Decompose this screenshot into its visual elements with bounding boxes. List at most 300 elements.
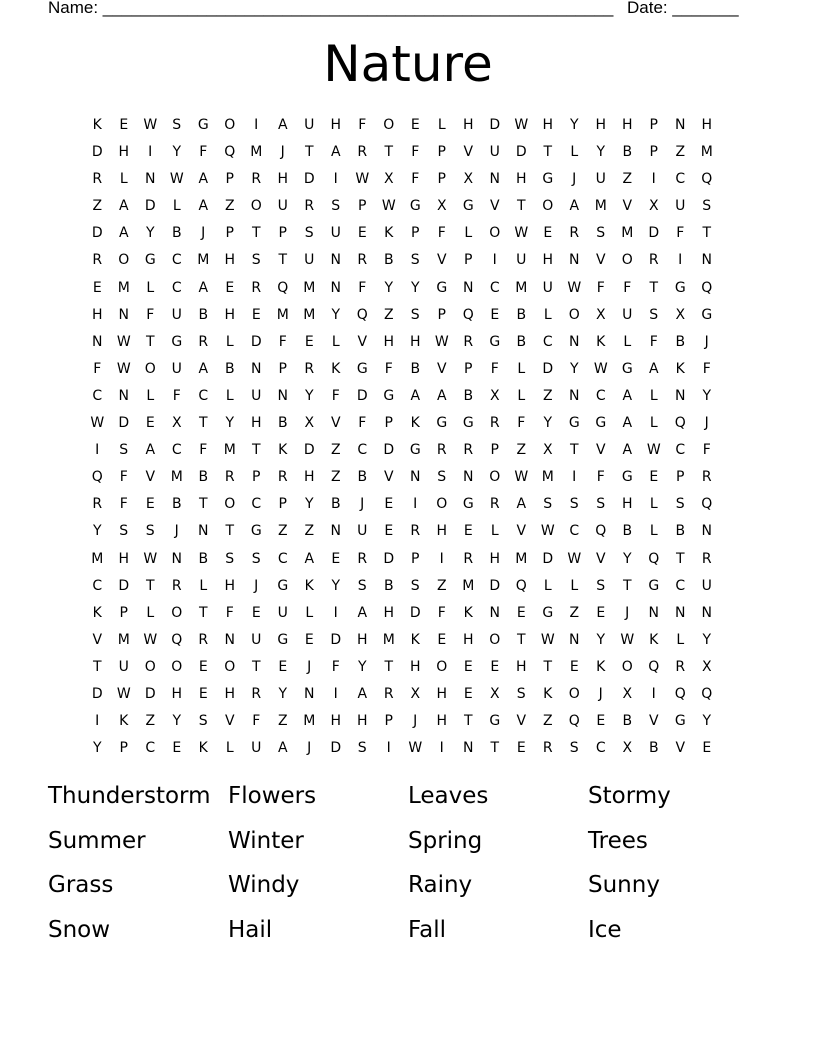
grid-letter: R	[198, 333, 209, 350]
grid-letter: Z	[277, 523, 288, 540]
grid-letter: E	[596, 713, 606, 730]
grid-letter: D	[118, 577, 130, 594]
grid-letter: F	[411, 171, 420, 188]
grid-letter: W	[646, 442, 661, 459]
grid-letter: J	[174, 523, 179, 540]
grid-letter: L	[490, 523, 499, 540]
grid-letter: W	[143, 117, 158, 133]
grid-letter: A	[622, 415, 633, 432]
grid-letter: H	[356, 713, 368, 730]
grid-letter: H	[224, 306, 236, 323]
grid-letter: T	[251, 442, 261, 459]
grid-letter: W	[143, 631, 158, 648]
grid-letter: P	[464, 360, 473, 377]
grid-letter: Q	[701, 685, 713, 702]
grid-letter: C	[171, 252, 182, 269]
grid-letter: U	[171, 360, 182, 377]
grid-letter: J	[280, 144, 285, 161]
grid-letter: B	[516, 306, 527, 323]
grid-letter: K	[410, 631, 420, 648]
grid-letter: H	[383, 604, 395, 621]
grid-letter: E	[490, 306, 500, 323]
grid-letter: D	[489, 577, 501, 594]
grid-letter: A	[198, 171, 209, 188]
grid-letter: F	[119, 469, 128, 486]
grid-letter: Y	[569, 117, 579, 133]
grid-letter: V	[436, 252, 447, 269]
grid-letter: B	[224, 360, 235, 377]
grid-letter: R	[357, 550, 368, 567]
grid-letter: C	[489, 279, 500, 296]
grid-letter: Z	[542, 713, 553, 730]
grid-letter: W	[116, 685, 131, 702]
grid-letter: P	[437, 144, 446, 161]
grid-letter: S	[649, 306, 659, 323]
grid-letter: L	[676, 631, 685, 648]
grid-letter: A	[145, 442, 156, 459]
grid-letter: M	[303, 713, 316, 730]
grid-letter: E	[437, 631, 447, 648]
grid-letter: G	[171, 333, 183, 350]
grid-letter: W	[540, 523, 555, 540]
grid-letter: R	[251, 171, 262, 188]
grid-letter: J	[572, 171, 577, 188]
grid-letter: U	[251, 631, 262, 648]
grid-letter: C	[145, 740, 156, 757]
grid-letter: G	[462, 415, 474, 432]
grid-letter: D	[250, 333, 262, 350]
grid-letter: O	[436, 658, 448, 675]
grid-letter: L	[437, 117, 446, 133]
grid-letter: F	[252, 713, 261, 730]
grid-letter: X	[463, 171, 474, 188]
grid-letter: N	[701, 252, 712, 269]
grid-letter: O	[224, 117, 236, 133]
grid-letter: C	[92, 387, 103, 404]
grid-letter: V	[622, 198, 633, 215]
grid-letter: D	[383, 442, 395, 459]
grid-letter: N	[701, 523, 712, 540]
grid-letter: E	[251, 306, 261, 323]
grid-letter: R	[436, 442, 447, 459]
grid-letter: M	[594, 198, 607, 215]
grid-letter: U	[277, 604, 288, 621]
word-bank-item: Hail	[228, 916, 273, 943]
grid-letter: E	[331, 550, 341, 567]
grid-letter: H	[542, 117, 554, 133]
grid-letter: T	[490, 740, 500, 757]
grid-letter: F	[358, 117, 367, 133]
grid-letter: Y	[357, 658, 367, 675]
word-bank-item: Spring	[408, 827, 483, 854]
grid-letter: G	[701, 306, 713, 323]
grid-letter: Z	[436, 577, 447, 594]
grid-letter: Q	[515, 577, 527, 594]
grid-letter: C	[675, 442, 686, 459]
grid-letter: Q	[462, 306, 474, 323]
grid-letter: D	[542, 550, 554, 567]
grid-letter: F	[358, 415, 367, 432]
grid-letter: T	[569, 442, 579, 459]
grid-letter: Y	[92, 523, 102, 540]
grid-letter: J	[307, 740, 312, 757]
grid-letter: K	[596, 333, 606, 350]
grid-letter: K	[675, 360, 685, 377]
grid-letter: H	[595, 117, 607, 133]
grid-letter: Y	[410, 279, 420, 296]
grid-letter: K	[304, 577, 314, 594]
grid-letter: F	[411, 144, 420, 161]
grid-letter: E	[198, 658, 208, 675]
grid-letter: F	[278, 333, 287, 350]
grid-letter: P	[649, 144, 658, 161]
word-bank-item: Snow	[48, 916, 111, 943]
grid-letter: P	[225, 171, 234, 188]
grid-letter: Y	[622, 550, 632, 567]
grid-letter: Q	[595, 523, 607, 540]
grid-letter: O	[568, 685, 580, 702]
grid-letter: H	[436, 713, 448, 730]
grid-letter: Z	[224, 198, 235, 215]
grid-letter: O	[542, 198, 554, 215]
grid-letter: R	[463, 550, 474, 567]
grid-letter: A	[198, 279, 209, 296]
grid-letter: L	[225, 740, 234, 757]
grid-letter: S	[675, 496, 685, 513]
grid-letter: O	[489, 469, 501, 486]
word-bank-item: Leaves	[408, 783, 489, 809]
grid-letter: Y	[702, 631, 712, 648]
grid-letter: E	[225, 279, 235, 296]
grid-letter: T	[225, 523, 235, 540]
grid-letter: U	[251, 387, 262, 404]
grid-letter: N	[118, 306, 129, 323]
grid-letter: R	[198, 631, 209, 648]
grid-letter: V	[330, 415, 341, 432]
grid-letter: H	[224, 577, 236, 594]
grid-letter: E	[516, 740, 526, 757]
grid-letter: G	[436, 415, 448, 432]
grid-letter: A	[198, 198, 209, 215]
grid-letter: H	[383, 333, 395, 350]
grid-letter: S	[410, 252, 420, 269]
grid-letter: H	[462, 631, 474, 648]
grid-letter: N	[171, 550, 182, 567]
grid-letter: Q	[171, 631, 183, 648]
grid-letter: K	[119, 713, 129, 730]
grid-letter: V	[357, 333, 368, 350]
grid-letter: U	[516, 252, 527, 269]
grid-letter: Q	[701, 279, 713, 296]
grid-letter: M	[700, 144, 713, 161]
grid-letter: E	[490, 658, 500, 675]
grid-letter: Y	[304, 496, 314, 513]
grid-letter: N	[330, 279, 341, 296]
grid-letter: T	[198, 415, 208, 432]
grid-letter: H	[250, 415, 262, 432]
grid-letter: Z	[330, 442, 341, 459]
grid-letter: N	[569, 333, 580, 350]
grid-letter: Z	[330, 469, 341, 486]
grid-letter: T	[278, 252, 288, 269]
grid-letter: Y	[304, 387, 314, 404]
grid-letter: C	[277, 550, 288, 567]
grid-letter: R	[251, 279, 262, 296]
grid-letter: V	[436, 360, 447, 377]
grid-letter: H	[224, 252, 236, 269]
grid-letter: M	[515, 279, 528, 296]
grid-letter: H	[436, 685, 448, 702]
grid-letter: E	[649, 469, 659, 486]
grid-letter: H	[303, 469, 315, 486]
grid-letter: Z	[145, 713, 156, 730]
grid-letter: B	[357, 469, 368, 486]
grid-letter: L	[225, 333, 234, 350]
grid-letter: B	[198, 469, 209, 486]
grid-letter: E	[596, 604, 606, 621]
grid-letter: W	[90, 415, 105, 432]
grid-letter: W	[143, 550, 158, 567]
grid-letter: T	[198, 604, 208, 621]
grid-letter: G	[674, 713, 686, 730]
grid-letter: W	[408, 740, 423, 757]
grid-letter: M	[117, 631, 130, 648]
grid-letter: U	[304, 117, 315, 133]
grid-letter: W	[116, 360, 131, 377]
grid-letter: Q	[648, 658, 660, 675]
grid-letter: M	[621, 225, 634, 242]
word-bank-item: Ice	[588, 916, 622, 943]
grid-letter: M	[250, 144, 263, 161]
grid-letter: L	[517, 360, 526, 377]
grid-letter: J	[413, 713, 418, 730]
grid-letter: D	[91, 685, 103, 702]
grid-letter: A	[357, 685, 368, 702]
grid-letter: B	[463, 387, 474, 404]
grid-letter: T	[145, 333, 155, 350]
grid-letter: P	[437, 171, 446, 188]
grid-letter: L	[649, 387, 658, 404]
grid-letter: K	[331, 360, 341, 377]
grid-letter: T	[702, 225, 712, 242]
grid-letter: T	[251, 225, 261, 242]
grid-letter: G	[595, 415, 607, 432]
grid-letter: T	[463, 713, 473, 730]
grid-letter: P	[649, 117, 658, 133]
grid-letter: R	[383, 685, 394, 702]
grid-letter: L	[146, 279, 155, 296]
grid-letter: S	[543, 496, 553, 513]
grid-letter: O	[250, 198, 262, 215]
word-bank-item: Grass	[48, 872, 114, 898]
grid-letter: T	[516, 198, 526, 215]
grid-letter: G	[383, 387, 395, 404]
grid-letter: D	[303, 171, 315, 188]
grid-letter: P	[411, 225, 420, 242]
grid-letter: H	[621, 117, 633, 133]
grid-letter: U	[171, 306, 182, 323]
grid-letter: M	[541, 469, 554, 486]
grid-letter: L	[119, 171, 128, 188]
grid-letter: I	[95, 442, 100, 459]
grid-letter: H	[515, 658, 527, 675]
grid-letter: K	[463, 604, 473, 621]
grid-letter: F	[146, 306, 155, 323]
word-bank-item: Fall	[408, 916, 446, 943]
grid-letter: F	[649, 333, 658, 350]
grid-letter: D	[356, 387, 368, 404]
grid-letter: L	[172, 198, 181, 215]
grid-letter: G	[409, 442, 421, 459]
grid-letter: V	[383, 469, 394, 486]
grid-letter: X	[436, 198, 447, 215]
grid-letter: S	[596, 577, 606, 594]
grid-letter: O	[118, 252, 130, 269]
grid-letter: F	[119, 496, 128, 513]
grid-letter: F	[517, 415, 526, 432]
grid-letter: M	[303, 306, 316, 323]
grid-letter: N	[489, 604, 500, 621]
grid-letter: J	[704, 333, 709, 350]
grid-letter: R	[277, 469, 288, 486]
grid-letter: L	[649, 496, 658, 513]
grid-letter: D	[91, 225, 103, 242]
grid-letter: K	[278, 442, 288, 459]
grid-letter: F	[199, 442, 208, 459]
grid-letter: F	[437, 225, 446, 242]
grid-letter: A	[357, 604, 368, 621]
grid-letter: G	[542, 171, 554, 188]
grid-letter: V	[489, 198, 500, 215]
grid-letter: X	[675, 306, 686, 323]
grid-letter: I	[572, 469, 577, 486]
grid-letter: O	[489, 631, 501, 648]
grid-letter: N	[330, 523, 341, 540]
grid-letter: G	[277, 577, 289, 594]
grid-letter: H	[330, 117, 342, 133]
grid-letter: R	[304, 360, 315, 377]
grid-letter: M	[515, 550, 528, 567]
grid-letter: X	[622, 740, 633, 757]
grid-letter: X	[542, 442, 553, 459]
grid-letter: N	[92, 333, 103, 350]
grid-letter: N	[675, 117, 686, 133]
grid-letter: E	[145, 415, 155, 432]
grid-letter: S	[410, 577, 420, 594]
grid-letter: P	[490, 442, 499, 459]
grid-letter: G	[356, 360, 368, 377]
grid-letter: L	[146, 387, 155, 404]
grid-letter: R	[701, 550, 712, 567]
grid-letter: D	[144, 198, 156, 215]
grid-letter: U	[595, 171, 606, 188]
grid-letter: N	[569, 252, 580, 269]
grid-letter: H	[409, 333, 421, 350]
grid-letter: E	[384, 496, 394, 513]
grid-letter: H	[462, 117, 474, 133]
grid-letter: A	[118, 198, 129, 215]
grid-letter: Q	[91, 469, 103, 486]
grid-letter: Q	[568, 713, 580, 730]
grid-letter: X	[595, 306, 606, 323]
grid-letter: L	[517, 387, 526, 404]
grid-letter: O	[383, 117, 395, 133]
grid-letter: J	[201, 225, 206, 242]
grid-letter: P	[225, 225, 234, 242]
grid-letter: D	[144, 685, 156, 702]
grid-letter: V	[595, 442, 606, 459]
grid-letter: R	[463, 333, 474, 350]
grid-letter: O	[621, 252, 633, 269]
word-bank-item: Trees	[588, 827, 648, 854]
grid-letter: F	[490, 360, 499, 377]
grid-letter: F	[225, 604, 234, 621]
grid-letter: T	[622, 577, 632, 594]
grid-letter: E	[410, 117, 420, 133]
grid-letter: X	[622, 685, 633, 702]
grid-letter: Z	[569, 604, 580, 621]
word-search-grid	[84, 112, 720, 762]
grid-letter: O	[436, 496, 448, 513]
grid-letter: T	[251, 658, 261, 675]
grid-letter: D	[409, 604, 421, 621]
grid-letter: I	[333, 171, 338, 188]
grid-letter: E	[463, 523, 473, 540]
grid-letter: N	[145, 171, 156, 188]
grid-letter: Q	[701, 171, 713, 188]
grid-letter: W	[116, 333, 131, 350]
date-field-label: Date: _______	[627, 0, 739, 17]
grid-letter: S	[251, 550, 261, 567]
grid-letter: N	[410, 469, 421, 486]
grid-letter: W	[593, 360, 608, 377]
grid-letter: K	[92, 117, 102, 133]
grid-letter: E	[304, 631, 314, 648]
grid-letter: T	[384, 144, 394, 161]
grid-letter: G	[568, 415, 580, 432]
grid-letter: Y	[145, 225, 155, 242]
grid-letter: H	[542, 252, 554, 269]
grid-letter: C	[675, 577, 686, 594]
grid-letter: U	[357, 523, 368, 540]
grid-letter: G	[542, 604, 554, 621]
grid-letter: I	[439, 740, 444, 757]
grid-letter: Z	[675, 144, 686, 161]
grid-letter: G	[436, 279, 448, 296]
grid-letter: N	[198, 523, 209, 540]
word-bank-item: Thunderstorm	[48, 783, 211, 809]
grid-letter: N	[701, 604, 712, 621]
grid-letter: C	[92, 577, 103, 594]
grid-letter: R	[251, 685, 262, 702]
grid-letter: B	[171, 225, 182, 242]
grid-letter: S	[596, 225, 606, 242]
grid-letter: W	[514, 117, 529, 133]
grid-letter: E	[463, 685, 473, 702]
grid-letter: W	[567, 279, 582, 296]
grid-letter: S	[119, 523, 129, 540]
grid-letter: Q	[277, 279, 289, 296]
grid-letter: V	[595, 550, 606, 567]
grid-letter: P	[676, 469, 685, 486]
grid-letter: H	[118, 144, 130, 161]
grid-letter: F	[199, 144, 208, 161]
grid-letter: P	[278, 496, 287, 513]
grid-letter: C	[675, 171, 686, 188]
grid-letter: E	[357, 225, 367, 242]
grid-letter: J	[598, 685, 603, 702]
grid-letter: O	[171, 658, 183, 675]
